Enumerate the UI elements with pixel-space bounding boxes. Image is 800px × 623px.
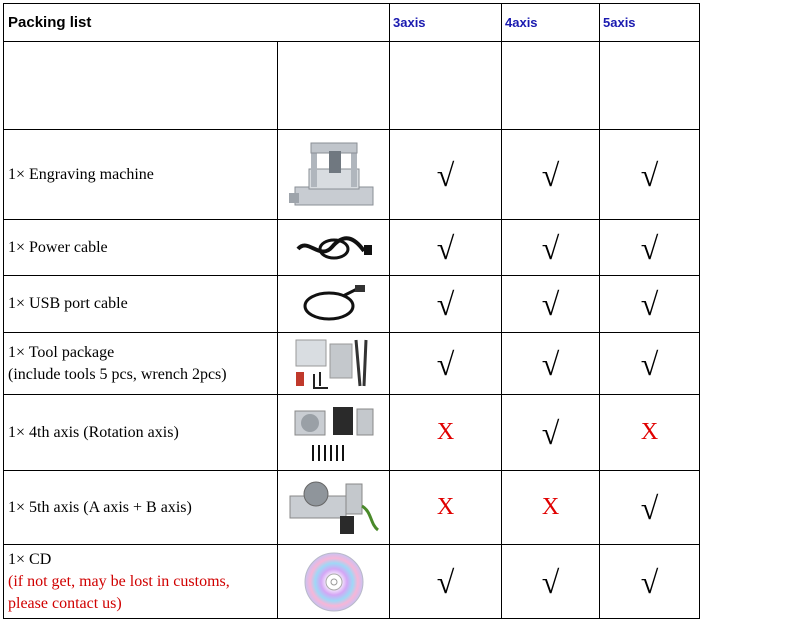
- mark-5axis: [600, 220, 700, 276]
- header-row: [4, 4, 700, 42]
- mark-5axis: [600, 333, 700, 395]
- item-label-text: 1× 5th axis (A axis + B axis): [8, 498, 192, 516]
- mark-4axis: [502, 220, 600, 276]
- check-mark-icon: √: [640, 229, 659, 266]
- check-mark-icon: √: [436, 286, 455, 322]
- check-mark-icon: √: [541, 345, 560, 382]
- blank-cell: [390, 42, 502, 130]
- check-mark-icon: √: [541, 414, 560, 451]
- cross-mark-icon: X: [436, 494, 455, 520]
- mark-4axis: [502, 130, 600, 220]
- check-mark-icon: √: [436, 156, 455, 193]
- check-mark-icon: √: [640, 489, 659, 526]
- mark-4axis: [502, 471, 600, 545]
- cross-mark-icon: X: [640, 419, 659, 445]
- check-mark-icon: √: [541, 563, 560, 600]
- mark-4axis: [502, 545, 600, 619]
- table-row: [4, 471, 700, 545]
- item-label: [4, 333, 278, 395]
- item-label-text: 1× USB port cable: [8, 295, 128, 312]
- item-label: [4, 130, 278, 220]
- item-label-note: (include tools 5 pcs, wrench 2pcs): [8, 365, 227, 383]
- mark-3axis: [390, 395, 502, 471]
- table-row: [4, 130, 700, 220]
- table-row: [4, 220, 700, 276]
- mark-5axis: [600, 545, 700, 619]
- item-image-cell: [278, 220, 390, 276]
- blank-cell: [4, 42, 278, 130]
- check-mark-icon: √: [436, 345, 455, 382]
- item-label: [4, 395, 278, 471]
- table-row: [4, 276, 700, 333]
- blank-row: [4, 42, 700, 130]
- col-3axis: 3axis: [390, 4, 502, 42]
- item-image-cell: [278, 395, 390, 471]
- mark-4axis: [502, 276, 600, 333]
- item-label-text: 1× CD: [8, 550, 52, 568]
- packing-list-table: [3, 3, 700, 619]
- item-image-cell: [278, 545, 390, 619]
- item-image-cell: [278, 130, 390, 220]
- cross-mark-icon: X: [541, 494, 560, 520]
- blank-cell: [502, 42, 600, 130]
- item-label-text: 1× 4th axis (Rotation axis): [8, 423, 179, 441]
- check-mark-icon: √: [436, 563, 455, 600]
- mark-5axis: [600, 395, 700, 471]
- item-image-cell: [278, 276, 390, 333]
- mark-5axis: [600, 276, 700, 333]
- item-label-text: 1× Tool package: [8, 343, 115, 361]
- mark-4axis: [502, 333, 600, 395]
- mark-5axis: [600, 130, 700, 220]
- item-image-cell: [278, 471, 390, 545]
- item-label: [4, 471, 278, 545]
- check-mark-icon: √: [541, 286, 560, 322]
- engraving-machine-icon: [289, 137, 379, 213]
- check-mark-icon: √: [541, 229, 560, 266]
- tool-package-icon: [294, 336, 374, 392]
- mark-3axis: [390, 130, 502, 220]
- blank-cell: [600, 42, 700, 130]
- col-5axis: 5axis: [600, 4, 700, 42]
- cross-mark-icon: X: [436, 419, 455, 445]
- mark-3axis: [390, 220, 502, 276]
- mark-3axis: [390, 471, 502, 545]
- check-mark-icon: √: [640, 563, 659, 600]
- check-mark-icon: √: [640, 345, 659, 382]
- mark-3axis: [390, 545, 502, 619]
- table-row: [4, 333, 700, 395]
- item-label-note: (if not get, may be lost in customs,: [8, 572, 230, 590]
- item-label: [4, 220, 278, 276]
- mark-3axis: [390, 276, 502, 333]
- check-mark-icon: √: [640, 156, 659, 193]
- cd-icon: [302, 550, 366, 614]
- blank-cell: [278, 42, 390, 130]
- item-label-note: please contact us): [8, 594, 122, 612]
- col-4axis: 4axis: [502, 4, 600, 42]
- mark-4axis: [502, 395, 600, 471]
- check-mark-icon: √: [640, 286, 659, 322]
- item-label: [4, 276, 278, 333]
- item-label-text: 1× Engraving machine: [8, 165, 154, 183]
- rotation-axis-icon: [289, 401, 379, 465]
- mark-3axis: [390, 333, 502, 395]
- usb-cable-icon: [299, 284, 369, 324]
- item-label-text: 1× Power cable: [8, 238, 108, 256]
- ab-axis-icon: [286, 476, 382, 540]
- item-label: [4, 545, 278, 619]
- item-image-cell: [278, 333, 390, 395]
- check-mark-icon: √: [436, 229, 455, 266]
- table-row: [4, 545, 700, 619]
- mark-5axis: [600, 471, 700, 545]
- check-mark-icon: √: [541, 156, 560, 193]
- table-row: [4, 395, 700, 471]
- power-cable-icon: [294, 233, 374, 263]
- packing-list-title: Packing list: [4, 4, 390, 42]
